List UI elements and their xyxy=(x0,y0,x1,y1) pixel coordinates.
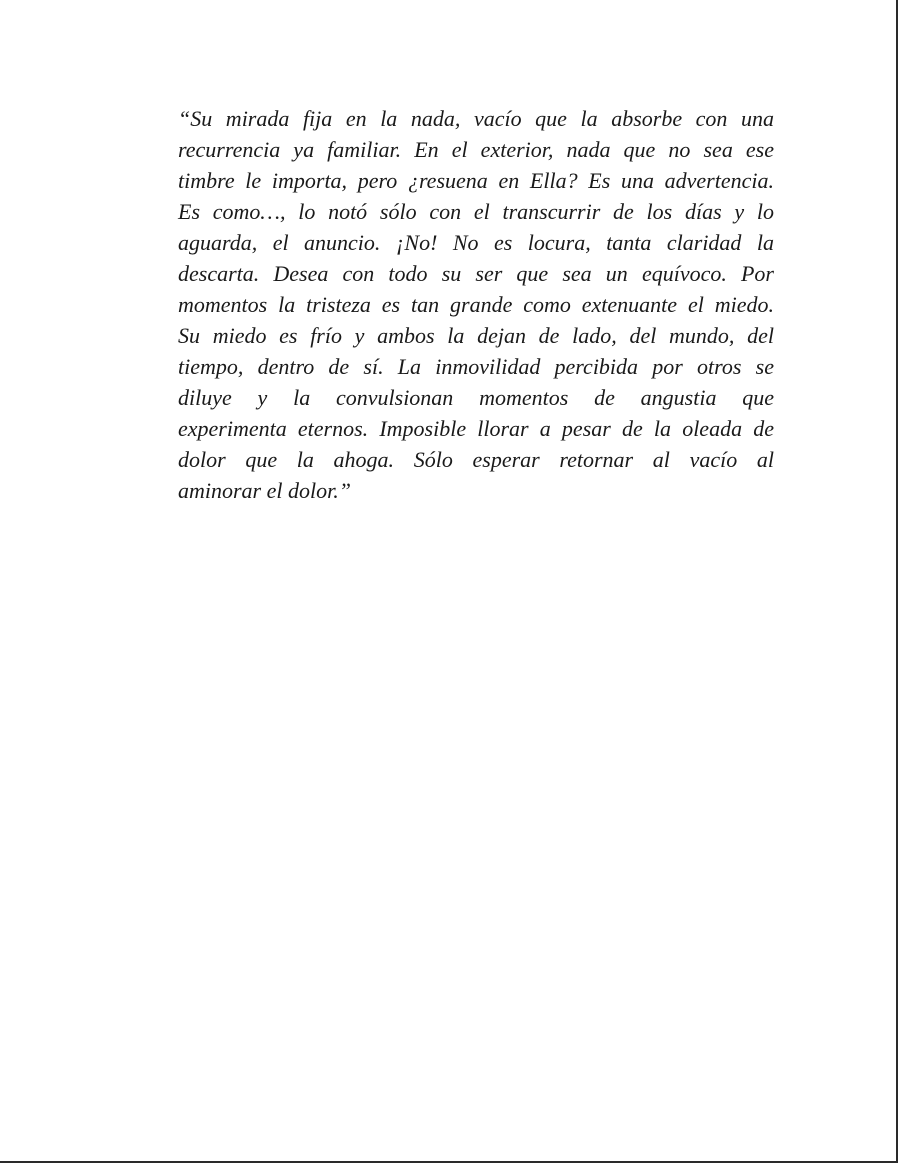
quote-paragraph xyxy=(178,103,774,506)
quote-line: aminorar el dolor.” xyxy=(178,478,351,503)
quote-line: experimenta eternos. Imposible llorar a pesar de la oleada de xyxy=(178,416,774,441)
quote-line: Su miedo es frío y ambos la dejan de lado, del mundo, del xyxy=(178,323,774,348)
quote-line: aguarda, el anuncio. ¡No! No es locura, tanta claridad la xyxy=(178,230,774,255)
quote-line: timbre le importa, pero ¿resuena en Ella? Es una advertencia. xyxy=(178,168,774,193)
quote-line: descarta. Desea con todo su ser que sea un equívoco. Por xyxy=(178,261,774,286)
quote-line: tiempo, dentro de sí. La inmovilidad percibida por otros se xyxy=(178,354,774,379)
quote-line: “Su mirada fija en la nada, vacío que la absorbe con una xyxy=(178,106,774,131)
quote-line: dolor que la ahoga. Sólo esperar retornar al vacío al xyxy=(178,447,774,472)
quote-line: momentos la tristeza es tan grande como extenuante el miedo. xyxy=(178,292,774,317)
quote-line: diluye y la convulsionan momentos de angustia que xyxy=(178,385,774,410)
quote-line: recurrencia ya familiar. En el exterior, nada que no sea ese xyxy=(178,137,774,162)
quote-line: Es como…, lo notó sólo con el transcurrir de los días y lo xyxy=(178,199,774,224)
